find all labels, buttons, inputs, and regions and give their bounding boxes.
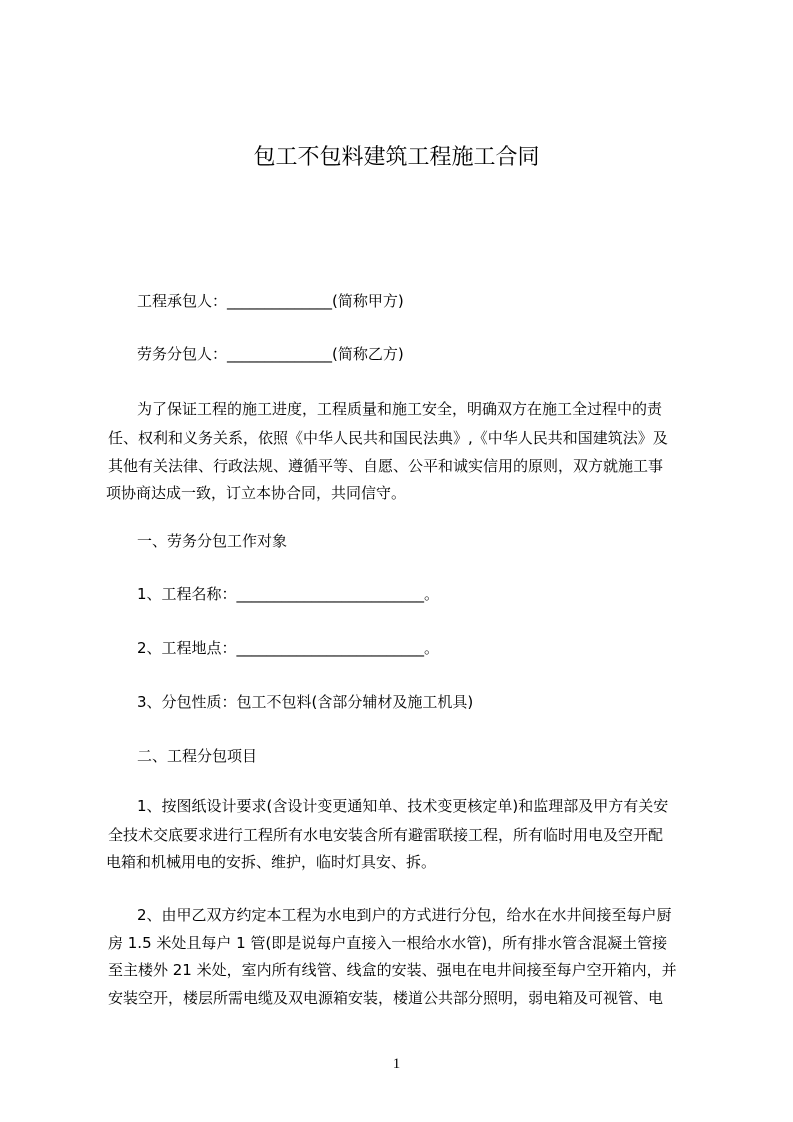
text-line: 电箱和机械用电的安拆、维护，临时灯具安、拆。 xyxy=(106,853,437,871)
text-line: 全技术交底要求进行工程所有水电安装含所有避雷联接工程，所有临时用电及空开配 xyxy=(108,826,664,844)
text-line: 其他有关法律、行政法规、遵循平等、自愿、公平和诚实信用的原则，双方就施工事 xyxy=(108,457,664,475)
project-name-line: 1、工程名称：_________________________。 xyxy=(137,585,440,603)
text-line: 任、权利和义务关系，依照《中华人民共和国民法典》,《中华人民共和国建筑法》及 xyxy=(108,429,668,447)
contractor-line: 工程承包人：______________(简称甲方) xyxy=(137,292,404,310)
section-heading: 一、劳务分包工作对象 xyxy=(137,532,288,550)
page-number: 1 xyxy=(392,1056,401,1072)
text-line: 至主楼外 21 米处，室内所有线管、线盒的安装、强电在电井间接至每户空开箱内，并 xyxy=(108,961,677,979)
subcontract-nature-line: 3、分包性质：包工不包料(含部分辅材及施工机具) xyxy=(137,693,474,711)
text-line: 为了保证工程的施工进度，工程质量和施工安全，明确双方在施工全过程中的责 xyxy=(137,400,663,418)
project-location-line: 2、工程地点：_________________________。 xyxy=(137,639,440,657)
text-line: 1、按图纸设计要求(含设计变更通知单、技术变更核定单)和监理部及甲方有关安 xyxy=(137,797,669,815)
section-heading: 二、工程分包项目 xyxy=(137,747,258,765)
text-line: 项协商达成一致，订立本协合同，共同信守。 xyxy=(106,484,407,502)
text-line: 安装空开，楼层所需电缆及双电源箱安装，楼道公共部分照明，弱电箱及可视管、电 xyxy=(108,989,664,1007)
subcontractor-line: 劳务分包人：______________(简称乙方) xyxy=(137,345,404,363)
text-line: 房 1.5 米处且每户 1 管(即是说每户直接入一根给水水管)，所有排水管含混凝土管接 xyxy=(108,934,668,952)
text-line: 2、由甲乙双方约定本工程为水电到户的方式进行分包，给水在水井间接至每户厨 xyxy=(137,906,672,924)
document-title: 包工不包料建筑工程施工合同 xyxy=(253,145,540,170)
